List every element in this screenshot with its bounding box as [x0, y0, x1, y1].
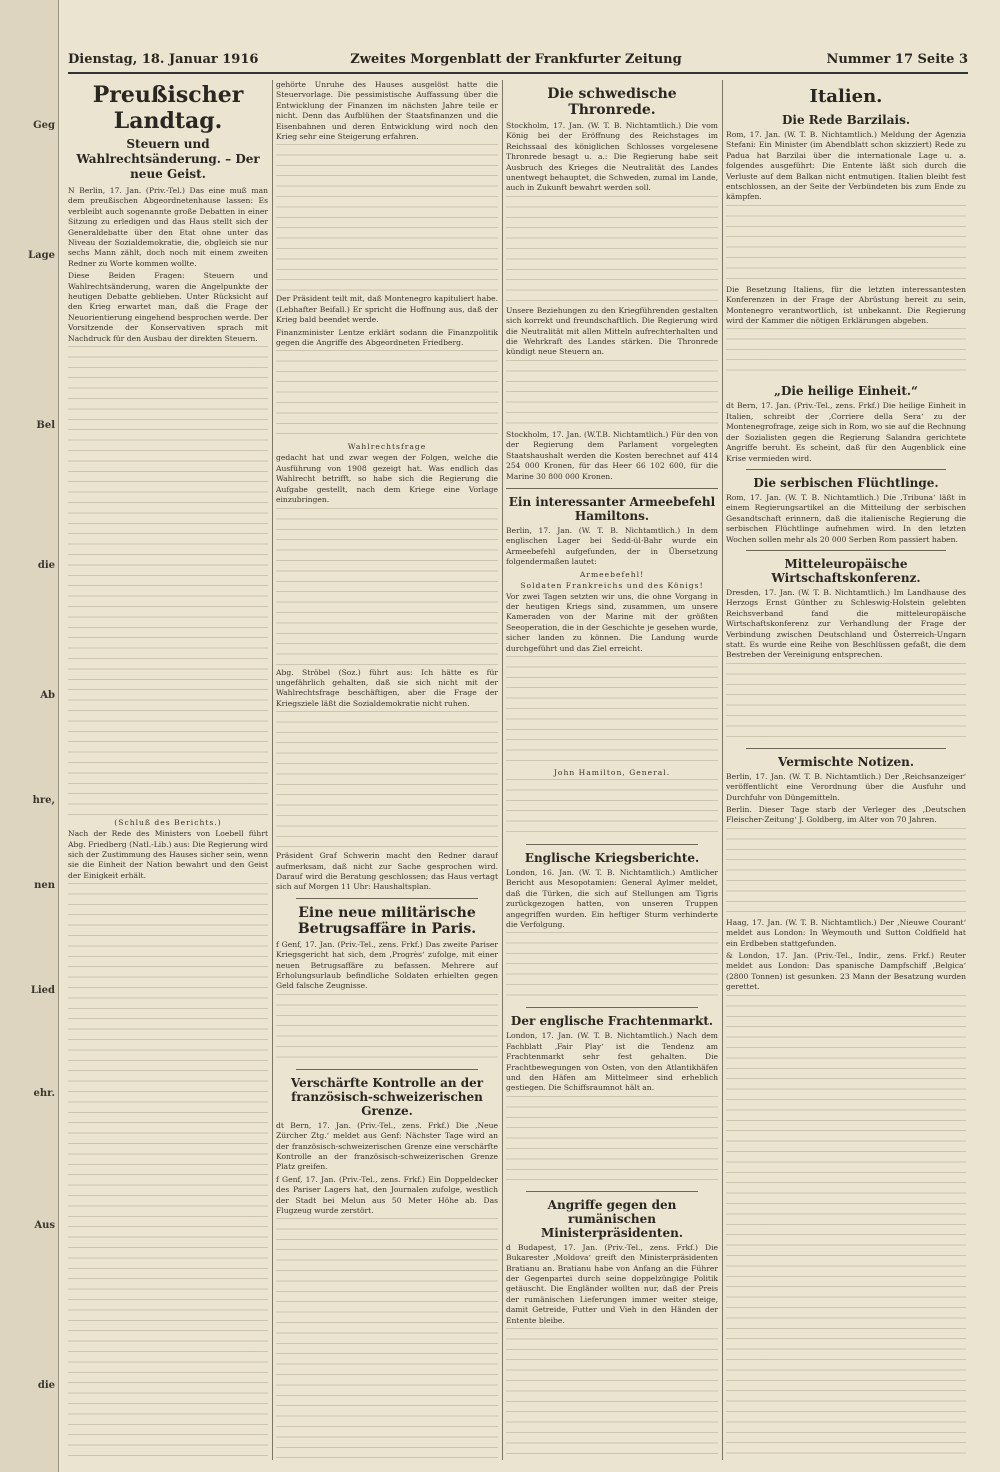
- etat-paragraph: Finanzminister Lentze erklärt sodann die Finanzpolitik gegen die Angriffe des Abgeordneten Friedberg.: [276, 327, 498, 348]
- etat-paragraph: Abg. Ströbel (Soz.) führt aus: Ich hätte es für ungefährlich gehalten, daß sie sich nicht mit der Wahlrechtsfrage beschäftigen, aber die Frage der Kriegsziele läßt die Sozialdemokratie nicht ruhen.: [276, 667, 498, 708]
- thronrede-paragraph: Stockholm, 17. Jan. (W. T. B. Nichtamtlich.) Die vom König bei der Eröffnung des Reichstages im Reichssaal des königlichen Schlosses vorgelesene Thronrede besagt u. a.: Die Regierung habe seit Ausbruch des Krieges die Neutralität des Landes unentwegt behauptet, die Schweden, zumal im Lande, auch in Zukunft bewahrt werden soll.: [506, 121, 718, 193]
- article-text-block: [506, 932, 718, 1002]
- hamilton-heading: Armeebefehl!: [579, 569, 645, 579]
- strip-word: Geg: [33, 120, 55, 131]
- article-text-block: [276, 1218, 498, 1462]
- article-separator: [526, 844, 698, 845]
- hamilton-paragraph: Vor zwei Tagen setzten wir uns, die ohne Vorgang in der heutigen Kriegs sind, zusammen, um unsere Kameraden von der Marine mit der größten Seeoperation, die in der Geschichte je gesehen wurde, sicher landen zu können. Die Landung wurde durchgeführt und das Ziel erreicht.: [506, 591, 718, 653]
- article-text-block: [506, 779, 718, 839]
- etat-paragraph: Der Präsident teilt mit, daß Montenegro kapituliert habe. (Lebhafter Beifall.) Er spricht die Hoffnung aus, daß der Krieg bald beendet werde.: [276, 294, 498, 325]
- article-text-block: [276, 508, 498, 668]
- article-text-block: [276, 144, 498, 294]
- article-text-block: [68, 346, 268, 816]
- landtag-headline: Preußischer Landtag.: [92, 82, 244, 134]
- issue-date: Dienstag, 18. Januar 1916: [68, 52, 259, 67]
- column-rule: [722, 80, 723, 1460]
- column-rule: [502, 80, 503, 1460]
- article-text-block: [726, 663, 966, 743]
- column-2: [276, 80, 498, 1462]
- article-separator: [506, 488, 718, 489]
- einheit-headline: „Die heilige Einheit.“: [774, 384, 918, 399]
- notizen-paragraph: & London, 17. Jan. (Priv.-Tel., Indir., zens. Frkf.) Reuter meldet aus London: Das spanische Dampfschiff ‚Belgica‘ (2800 Tonnen) ist gesunken. 23 Mann der Besatzung wurden gerettet.: [726, 951, 966, 992]
- strip-word: ehr.: [33, 1088, 55, 1099]
- grenze-paragraph: f Genf, 17. Jan. (Priv.-Tel., zens. Frkf.) Ein Doppeldecker des Pariser Lagers hat, den Journalen zufolge, westlich der Stadt bei Melun aus 50 Meter Höhe ab. Das Flugzeug wurde zerstört.: [276, 1174, 498, 1216]
- grenze-headline: Verschärfte Kontrolle an der französisch-schweizerischen Grenze.: [290, 1075, 484, 1118]
- column-3: [506, 80, 718, 1462]
- article-text-block: [506, 1096, 718, 1186]
- frachten-headline: Der englische Frachtenmarkt.: [510, 1014, 714, 1029]
- strip-word: nen: [34, 880, 55, 891]
- paris-paragraph: f Genf, 17. Jan. (Priv.-Tel., zens. Frkf.) Das zweite Pariser Kriegsgericht hat sich, dem ‚Progrès‘ zufolge, mit einer neuen Betrugsaffäre zu befassen. Mehrere auf Erholungsurlaub befindliche Soldaten erhielten gegen Geld falsche Zeugnisse.: [276, 939, 498, 991]
- article-text-block: [726, 828, 966, 918]
- article-separator: [296, 1069, 478, 1070]
- strip-word: die: [37, 560, 55, 571]
- thronrede-paragraph: Stockholm, 17. Jan. (W.T.B. Nichtamtlich.) Für den von der Regierung dem Parlament vorgelegten Staatshaushalt werden die Kosten berechnet auf 414 254 000 Kronen, für das Heer 66 102 600, für die Marine 30 800 000 Kronen.: [506, 429, 718, 481]
- masthead: [68, 50, 968, 74]
- column-4: [726, 80, 966, 1462]
- thronrede-paragraph: Unsere Beziehungen zu den Kriegführenden gestalten sich korrekt und freundschaftlich. Die Regierung wird die Neutralität mit allen Mitteln aufrechterhalten und die Wehrkraft des Landes stärken. Die Thronrede kündigt neue Steuern an.: [506, 305, 718, 357]
- strip-word: die: [37, 1380, 55, 1391]
- rumaenien-headline: Angriffe gegen den rumänischen Ministerpräsidenten.: [540, 1197, 683, 1240]
- hamilton-headline: Ein interessanter Armeebefehl Hamiltons.: [508, 494, 716, 523]
- thronrede-headline: Die schwedische Thronrede.: [547, 86, 677, 118]
- paris-headline: Eine neue militärische Betrugsaffäre in Paris.: [297, 904, 477, 937]
- article-text-block: [276, 994, 498, 1064]
- etat-paragraph: gehörte Unruhe des Hauses ausgelöst hatte die Steuervorlage. Die pessimistische Auffassung über die Entwicklung der Finanzen im nächsten Jahre teile er nicht. Denn das Aufblühen der Staatsfinanzen und die Eisenbahnen und deren Entwicklung wird noch den Krieg sehr eine Steigerung erfahren.: [276, 80, 498, 142]
- strip-word: Ab: [40, 690, 55, 701]
- kriegsberichte-headline: Englische Kriegsberichte.: [524, 850, 700, 865]
- italien-header: Italien.: [809, 86, 883, 107]
- article-text-block: [726, 995, 966, 1462]
- column-rule: [272, 80, 273, 1460]
- article-text-block: [506, 1328, 718, 1462]
- grenze-paragraph: dt Bern, 17. Jan. (Priv.-Tel., zens. Frkf.) Die ‚Neue Zürcher Ztg.‘ meldet aus Genf: Nächster Tage wird an der französisch-schweizerischen Grenze eine verschärfte Kontrolle an der französisch-schweizerischen Grenze Platz greifen.: [276, 1120, 498, 1172]
- strip-word: Bel: [36, 420, 55, 431]
- article-text-block: [506, 656, 718, 766]
- strip-word: Lage: [28, 250, 55, 261]
- landtag-paragraph: N Berlin, 17. Jan. (Priv.-Tel.) Das eine muß man dem preußischen Abgeordnetenhause lassen: Es verbleibt auch sogenannte große Debatten in einer Sitzung zu erledigen und das Haus stellt sich der Generaldebatte über den Etat ohne unter das Niveau der Sozialdemokratie, die, obgleich sie nur sechs Mann zählt, doch noch mit einem zweiten Redner zu Worte kommen wollte.: [68, 186, 268, 268]
- einheit-paragraph: dt Bern, 17. Jan. (Priv.-Tel., zens. Frkf.) Die heilige Einheit in Italien, schreibt der ‚Corriere della Sera‘ zu der Montenegrofrage, zeige sich in Rom, wo sie auf die Rechnung der Sozialisten gegen die Regierung Salandra gerichtete Angriffe beruht. Es scheint, daß für den Augenblick eine Krise vermieden wird.: [726, 401, 966, 463]
- column-1: [68, 80, 268, 1462]
- article-text-block: [68, 883, 268, 1462]
- rumaenien-paragraph: d Budapest, 17. Jan. (Priv.-Tel., zens. Frkf.) Die Bukarester ‚Moldova‘ greift den Ministerpräsidenten Bratianu an. Bratianu habe von Anfang an die Führer der Gegenpartei durch seine doppelzüngige Politik getäuscht. Die Engländer wollten nur, daß der Preis der rumänischen Lieferungen immer weiter steige, damit Getreide, Futter und Vieh in den Händen der Entente bleibe.: [506, 1242, 718, 1325]
- landtag-paragraph: Nach der Rede des Ministers von Loebell führt Abg. Friedberg (Natl.-Lib.) aus: Die Regierung wird sich der Zustimmung des Hauses sicher sein, wenn sie die Einheit der Nation bewahrt und den Geist der Einigkeit erhält.: [68, 829, 268, 880]
- article-separator: [746, 469, 946, 470]
- article-separator: [296, 898, 478, 899]
- strip-word: Aus: [34, 1220, 55, 1231]
- etat-paragraph: gedacht hat und zwar wegen der Folgen, welche die Ausführung von 1908 gezeigt hat. Was endlich das Wahlrecht betrifft, so habe sich die Regierung die Aufgabe gestellt, nach dem Kriege eine Vorlage einzubringen.: [276, 453, 498, 505]
- strip-word: Lied: [30, 985, 55, 996]
- continued-note: (Schluß des Berichts.): [114, 818, 222, 828]
- italien-paragraph: Rom, 17. Jan. (W. T. B. Nichtamtlich.) Meldung der Agenzia Stefani: Ein Minister (im Abendblatt schon skizziert) Rede zu Padua hat Barzilai über die internationale Lage u. a. folgendes ausgeführt: Die Entente läßt sich durch die Verluste auf dem Balkan nicht entmutigen. Italien bleibt fest entschlossen, an der Seite der Verbündeten bis zum Ende zu kämpfen.: [726, 130, 966, 202]
- hamilton-heading: Soldaten Frankreichs und des Königs!: [520, 580, 704, 590]
- section-heading: Wahlrechtsfrage: [347, 442, 427, 452]
- hamilton-signature: John Hamilton, General.: [553, 767, 671, 777]
- fluechtlinge-headline: Die serbischen Flüchtlinge.: [753, 475, 939, 490]
- article-separator: [526, 1191, 698, 1192]
- etat-paragraph: Präsident Graf Schwerin macht den Redner darauf aufmerksam, daß nicht zur Sache gesprochen wird. Darauf wird die Beratung geschlossen; das Haus vertagt sich auf Morgen 11 Uhr: Haushaltsplan.: [276, 851, 498, 892]
- article-separator: [526, 1007, 698, 1008]
- article-text-block: [506, 196, 718, 306]
- article-text-block: [506, 360, 718, 430]
- article-text-block: [276, 350, 498, 440]
- frachten-paragraph: London, 17. Jan. (W. T. B. Nichtamtlich.) Nach dem Fachblatt ‚Fair Play‘ ist die Tendenz am Frachtenmarkt sehr fest gehalten. Die Frachtbewegungen von Osten, von den Atlantikhäfen und den Häfen am Mittelmeer sind erheblich gestiegen. Die Schiffsraumnot hält an.: [506, 1031, 718, 1093]
- konferenz-headline: Mitteleuropäische Wirtschaftskonferenz.: [771, 556, 921, 585]
- kriegsberichte-paragraph: London, 16. Jan. (W. T. B. Nichtamtlich.) Amtlicher Bericht aus Mesopotamien: General Aylmer meldet, daß die Türken, die sich auf Stellungen am Tigris zurückgezogen hatten, von unseren Truppen angegriffen wurden. Ein heftiger Sturm verhinderte die Verfolgung.: [506, 867, 718, 929]
- italien-headline: Die Rede Barzilais.: [781, 113, 911, 127]
- notizen-headline: Vermischte Notizen.: [778, 754, 914, 769]
- article-text-block: [276, 711, 498, 851]
- italien-paragraph: Die Besetzung Italiens, für die letzten interessantesten Konferenzen in der Frage der Abrüstung bereit zu sein, Montenegro verantwortlich, ist unbekannt. Die Regierung wird der Kammer die nötigen Erklärungen abgeben.: [726, 284, 966, 326]
- edition-title: Zweites Morgenblatt der Frankfurter Zeitung: [350, 52, 682, 67]
- landtag-subtitle: Steuern und Wahlrechtsänderung. – Der neue Geist.: [76, 137, 260, 181]
- article-separator: [746, 550, 946, 551]
- strip-word: hre,: [32, 795, 55, 806]
- fluechtlinge-paragraph: Rom, 17. Jan. (W. T. B. Nichtamtlich.) Die ‚Tribuna‘ läßt in einem Regierungsartikel an die Mitteilung der serbischen Gesandtschaft erinnern, daß die italienische Regierung die serbischen Flüchtlinge aufnehmen wird. In den letzten Wochen sollen mehr als 20 000 Serben Rom passiert haben.: [726, 492, 966, 544]
- adjacent-page-edge: [0, 0, 59, 1472]
- hamilton-paragraph: Berlin, 17. Jan. (W. T. B. Nichtamtlich.) In dem englischen Lager bei Sedd-ül-Bahr wurde ein Armeebefehl aufgefunden, der in Übersetzung folgendermaßen lautet:: [506, 525, 718, 567]
- notizen-paragraph: Haag, 17. Jan. (W. T. B. Nichtamtlich.) Der ‚Nieuwe Courant‘ meldet aus London: In Weymouth und Sutton Coldfield hat ein Erdbeben stattgefunden.: [726, 917, 966, 948]
- article-text-block: [726, 205, 966, 285]
- notizen-paragraph: Berlin. Dieser Tage starb der Verleger des ‚Deutschen Fleischer-Zeitung‘ J. Goldberg, im Alter von 70 Jahren.: [726, 805, 966, 825]
- notizen-paragraph: Berlin, 17. Jan. (W. T. B. Nichtamtlich.) Der ‚Reichsanzeiger‘ veröffentlicht eine Verordnung über die Ausfuhr und Durchfuhr von Düngemitteln.: [726, 771, 966, 802]
- article-separator: [746, 748, 946, 749]
- konferenz-paragraph: Dresden, 17. Jan. (W. T. B. Nichtamtlich.) Im Landhause des Herzogs Ernst Günther zu Schleswig-Holstein gelebten Reichsverband fand die mitteleuropäische Wirtschaftskonferenz zur Verhandlung der Frage der Verbindung zwischen Deutschland und Österreich-Ungarn statt. Es wurde eine Reihe von Beschlüssen gefaßt, die dem Bestreben der Vereinigung entsprechen.: [726, 587, 966, 660]
- issue-number: Nummer 17 Seite 3: [826, 52, 968, 67]
- landtag-paragraph: Diese Beiden Fragen: Steuern und Wahlrechtsänderung, waren die Angelpunkte der heutigen Debatte geblieben. Unter Rücksicht auf den Krieg erwartet man, daß die Frage der Neuorientierung eingehend besprochen werde. Der Vorsitzende der Konservativen sprach mit Nachdruck für den Ausbau der direkten Steuern.: [68, 271, 268, 343]
- article-text-block: [726, 328, 966, 378]
